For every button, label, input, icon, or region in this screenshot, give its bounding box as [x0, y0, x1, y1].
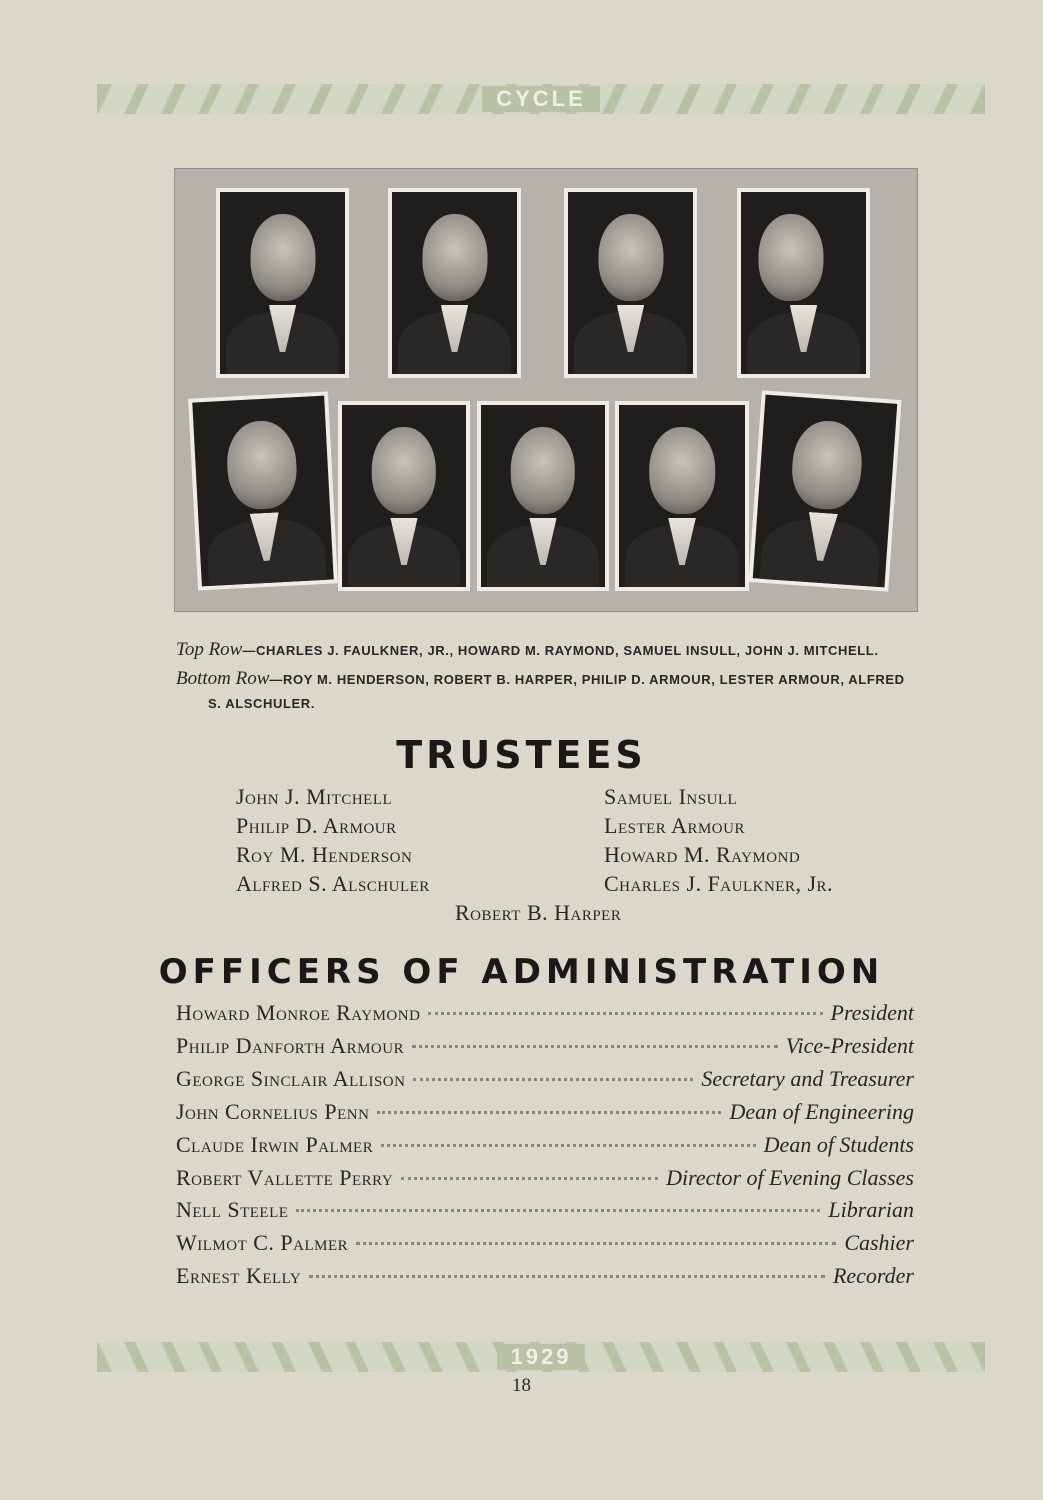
officer-name: Howard Monroe Raymond — [176, 1000, 421, 1025]
officer-name: Claude Irwin Palmer — [176, 1132, 374, 1157]
portrait-faulkner — [216, 188, 349, 378]
officer-name: George Sinclair Allison — [176, 1066, 406, 1091]
caption-top-label: Top Row — [176, 639, 243, 660]
officer-name: Ernest Kelly — [176, 1263, 302, 1288]
photo-caption-top — [176, 638, 916, 663]
leader-dots — [401, 1177, 658, 1180]
page-number: 18 — [512, 1375, 531, 1396]
officer-title: Dean of Students — [763, 1132, 914, 1157]
trustee-name: Alfred S. Alschuler — [236, 871, 430, 896]
leader-dots — [377, 1111, 721, 1114]
officer-title: Dean of Engineering — [729, 1099, 914, 1124]
officer-name: Nell Steele — [176, 1197, 289, 1222]
caption-bottom-label: Bottom Row — [176, 668, 270, 689]
leader-dots — [356, 1242, 836, 1245]
portrait-alschuler — [748, 390, 901, 591]
trustee-name: Philip D. Armour — [236, 813, 397, 838]
trustee-name: Lester Armour — [604, 813, 745, 838]
trustee-photo-panel — [174, 168, 918, 612]
trustee-name: Howard M. Raymond — [604, 842, 801, 867]
photo-caption-bottom-cont — [208, 691, 948, 716]
officer-row — [176, 1132, 914, 1162]
portrait-insull — [564, 188, 697, 378]
trustee-name: Charles J. Faulkner, Jr. — [604, 871, 834, 896]
officer-row — [176, 1099, 914, 1129]
portrait-philip-armour — [477, 401, 609, 591]
portrait-henderson — [188, 391, 338, 590]
officer-title: Vice-President — [785, 1033, 914, 1058]
officer-name: Wilmot C. Palmer — [176, 1230, 349, 1255]
footer-band — [97, 1342, 985, 1372]
header-band-title: CYCLE — [482, 86, 600, 112]
footer-band-title: 1929 — [497, 1344, 586, 1370]
leader-dots — [428, 1012, 822, 1015]
officer-row — [176, 1066, 914, 1096]
trustee-name: John J. Mitchell — [236, 784, 393, 809]
officer-name: John Cornelius Penn — [176, 1099, 370, 1124]
officer-row — [176, 1033, 914, 1063]
officer-title: Librarian — [828, 1197, 914, 1222]
caption-bottom-names-1: —ROY M. HENDERSON, ROBERT B. HARPER, PHILIP D. ARMOUR, LESTER ARMOUR, ALFRED — [269, 672, 905, 687]
portrait-raymond — [388, 188, 521, 378]
trustee-name: Roy M. Henderson — [236, 842, 413, 867]
caption-bottom-names-2: S. ALSCHULER. — [208, 696, 315, 711]
photo-caption-bottom — [176, 667, 916, 692]
officer-row — [176, 1000, 914, 1030]
officer-row — [176, 1230, 914, 1260]
portrait-harper — [338, 401, 470, 591]
officer-title: Cashier — [844, 1230, 914, 1255]
officer-title: President — [830, 1000, 914, 1025]
trustee-name-center: Robert B. Harper — [455, 900, 622, 925]
leader-dots — [296, 1209, 820, 1212]
leader-dots — [381, 1144, 755, 1147]
leader-dots — [412, 1045, 778, 1048]
officer-title: Director of Evening Classes — [666, 1165, 914, 1190]
officer-name: Robert Vallette Perry — [176, 1165, 394, 1190]
officer-row — [176, 1263, 914, 1293]
portrait-mitchell — [737, 188, 870, 378]
trustee-name: Samuel Insull — [604, 784, 738, 809]
officer-title: Recorder — [832, 1263, 914, 1288]
trustees-heading: TRUSTEES — [396, 733, 647, 777]
leader-dots — [309, 1275, 825, 1278]
officer-title: Secretary and Treasurer — [701, 1066, 914, 1091]
caption-top-names: —CHARLES J. FAULKNER, JR., HOWARD M. RAYMOND, SAMUEL INSULL, JOHN J. MITCHELL. — [242, 643, 879, 658]
portrait-lester-armour — [615, 401, 749, 591]
officer-row — [176, 1165, 914, 1195]
officers-heading: OFFICERS OF ADMINISTRATION — [158, 952, 885, 992]
officer-row — [176, 1197, 914, 1227]
officer-name: Philip Danforth Armour — [176, 1033, 405, 1058]
leader-dots — [413, 1078, 693, 1081]
header-band — [97, 84, 985, 114]
